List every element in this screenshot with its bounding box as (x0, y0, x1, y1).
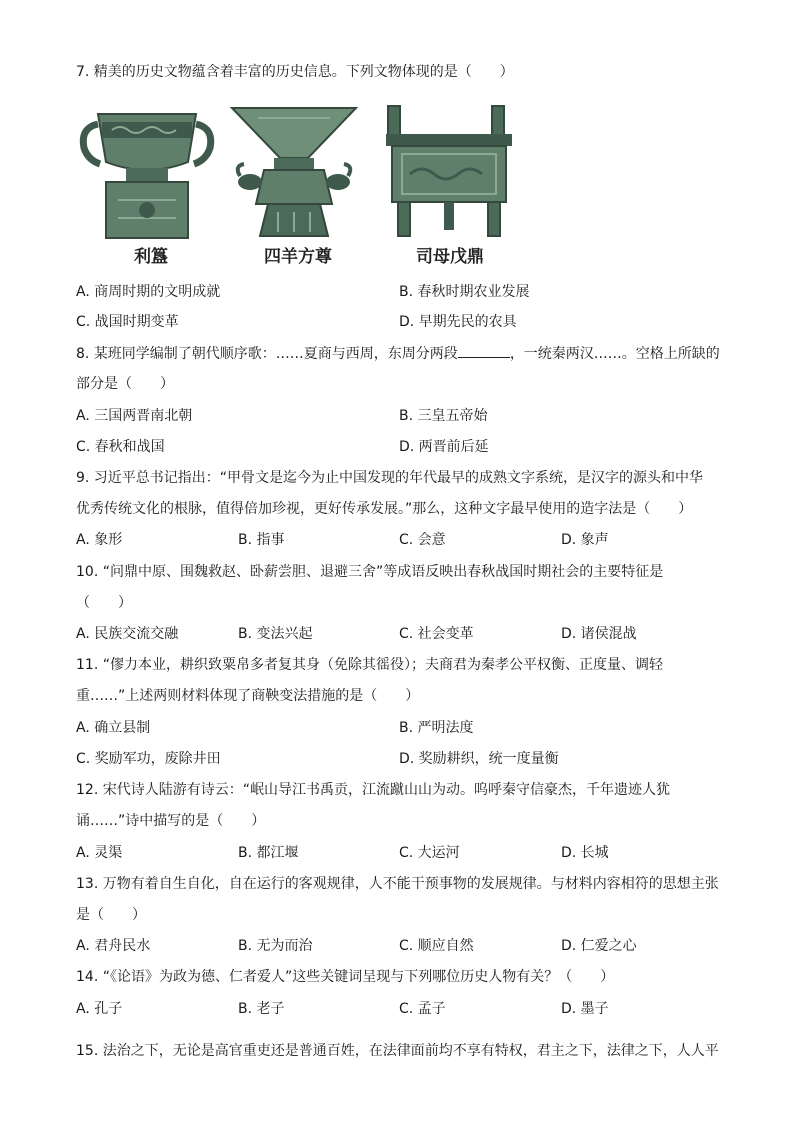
q8-option-a[interactable]: A. 三国两晋南北朝 (76, 408, 193, 424)
question-10-line2: （ ） (76, 595, 132, 611)
question-8-stem (76, 343, 720, 364)
q10-option-c[interactable]: C. 社会变革 (399, 626, 474, 642)
question-8-stem-line2: 部分是（ ） (76, 376, 174, 392)
q13-option-a[interactable]: A. 君舟民水 (76, 938, 151, 954)
q13-option-d[interactable]: D. 仁爱之心 (561, 938, 637, 954)
siyang-fangzun-image (228, 100, 360, 242)
caption-simuwu-ding: 司母戊鼎 (416, 247, 484, 267)
q9-option-d[interactable]: D. 象声 (561, 532, 609, 548)
q11-option-a[interactable]: A. 确立县制 (76, 720, 151, 736)
simuwu-ding-image (384, 100, 516, 242)
question-9-line1: 9. 习近平总书记指出：“甲骨文是迄今为止中国发现的年代最早的成熟文字系统，是汉字的源头和中华 (76, 470, 704, 486)
q12-option-a[interactable]: A. 灵渠 (76, 845, 123, 861)
question-14-line1: 14. “《论语》为政为德、仁者爱人”这些关键词呈现与下列哪位历史人物有关？（ ） (76, 969, 615, 985)
q9-option-a[interactable]: A. 象形 (76, 532, 123, 548)
q10-option-d[interactable]: D. 诸侯混战 (561, 626, 637, 642)
question-11-line1: 11. “僇力本业，耕织致粟帛多者复其身（免除其徭役）；夫商君为秦孝公平权衡、正度量、调轻 (76, 657, 663, 673)
q13-option-c[interactable]: C. 顺应自然 (399, 938, 474, 954)
q7-option-a[interactable]: A. 商周时期的文明成就 (76, 284, 221, 300)
question-9-line2: 优秀传统文化的根脉，值得倍加珍视，更好传承发展。”那么，这种文字最早使用的造字法是（ ） (76, 501, 693, 517)
q8-blank (458, 343, 510, 358)
q7-option-d[interactable]: D. 早期先民的农具 (399, 314, 517, 330)
q10-option-b[interactable]: B. 变法兴起 (238, 626, 313, 642)
question-13-line1: 13. 万物有着自生自化，自在运行的客观规律，人不能干预事物的发展规律。与材料内容相符的思想主张 (76, 876, 719, 892)
q13-option-b[interactable]: B. 无为而治 (238, 938, 313, 954)
q9-option-c[interactable]: C. 会意 (399, 532, 446, 548)
caption-siyang-fangzun: 四羊方尊 (264, 247, 332, 267)
question-7-stem: 7. 精美的历史文物蕴含着丰富的历史信息。下列文物体现的是（ ） (76, 64, 514, 80)
q12-option-d[interactable]: D. 长城 (561, 845, 609, 861)
q8-option-c[interactable]: C. 春秋和战国 (76, 439, 165, 455)
q11-option-d[interactable]: D. 奖励耕织，统一度量衡 (399, 751, 559, 767)
q8-option-b[interactable]: B. 三皇五帝始 (399, 408, 488, 424)
q9-option-b[interactable]: B. 指事 (238, 532, 285, 548)
q14-option-a[interactable]: A. 孔子 (76, 1001, 123, 1017)
q8-stem-after: ，一统秦两汉……。空格上所缺的 (509, 346, 720, 362)
caption-ligui: 利簋 (134, 247, 168, 267)
q11-option-b[interactable]: B. 严明法度 (399, 720, 474, 736)
question-12-line2: 诵……”诗中描写的是（ ） (76, 813, 266, 829)
question-13-line2: 是（ ） (76, 907, 146, 923)
ligui-bronze-image (76, 100, 218, 242)
q12-option-b[interactable]: B. 都江堰 (238, 845, 299, 861)
q12-option-c[interactable]: C. 大运河 (399, 845, 460, 861)
q14-option-d[interactable]: D. 墨子 (561, 1001, 609, 1017)
q14-option-b[interactable]: B. 老子 (238, 1001, 285, 1017)
q7-option-c[interactable]: C. 战国时期变革 (76, 314, 179, 330)
question-10-line1: 10. “问鼎中原、围魏救赵、卧薪尝胆、退避三舍”等成语反映出春秋战国时期社会的主要特征是 (76, 564, 664, 580)
q10-option-a[interactable]: A. 民族交流交融 (76, 626, 179, 642)
q8-stem-before: 8. 某班同学编制了朝代顺序歌：……夏商与西周，东周分两段 (76, 346, 458, 362)
question-11-line2: 重……”上述两则材料体现了商鞅变法措施的是（ ） (76, 688, 420, 704)
question-15-line1: 15. 法治之下，无论是高官重吏还是普通百姓，在法律面前均不享有特权，君主之下，法律之下，人人平 (76, 1043, 719, 1059)
q8-option-d[interactable]: D. 两晋前后延 (399, 439, 489, 455)
q7-option-b[interactable]: B. 春秋时期农业发展 (399, 284, 530, 300)
question-12-line1: 12. 宋代诗人陆游有诗云：“岷山导江书禹贡，江流蹴山山为动。呜呼秦守信豪杰，千年遗迹人犹 (76, 782, 670, 798)
q14-option-c[interactable]: C. 孟子 (399, 1001, 446, 1017)
q11-option-c[interactable]: C. 奖励军功，废除井田 (76, 751, 221, 767)
